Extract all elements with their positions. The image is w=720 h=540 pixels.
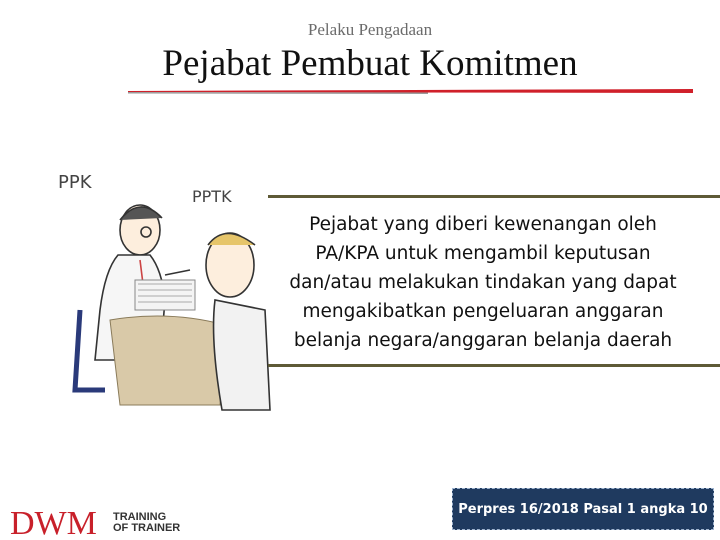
logo-letters: DWM <box>10 505 97 540</box>
definition-line: PA/KPA untuk mengambil keputusan <box>315 243 651 264</box>
label-pptk: PPTK <box>192 187 232 206</box>
cartoon-illustration <box>50 160 280 420</box>
title-underline <box>128 88 693 94</box>
slide-subtitle: Pelaku Pengadaan <box>307 20 433 39</box>
definition-box <box>268 195 720 367</box>
definition-line: belanja negara/anggaran belanja daerah <box>293 330 673 351</box>
label-ppk: PPK <box>58 172 92 193</box>
definition-line: mengakibatkan pengeluaran anggaran <box>302 301 664 322</box>
definition-line: dan/atau melakukan tindakan yang dapat <box>289 272 677 293</box>
definition-text <box>268 210 698 355</box>
logo-line1: TRAINING <box>113 511 167 523</box>
logo-line2: OF TRAINER <box>113 522 181 534</box>
slide-title: Pejabat Pembuat Komitmen <box>162 43 578 84</box>
dwm-logo <box>10 500 210 540</box>
reference-text: Perpres 16/2018 Pasal 1 angka 10 <box>458 501 708 517</box>
reference-badge <box>452 488 714 530</box>
definition-line: Pejabat yang diberi kewenangan oleh <box>309 214 657 235</box>
